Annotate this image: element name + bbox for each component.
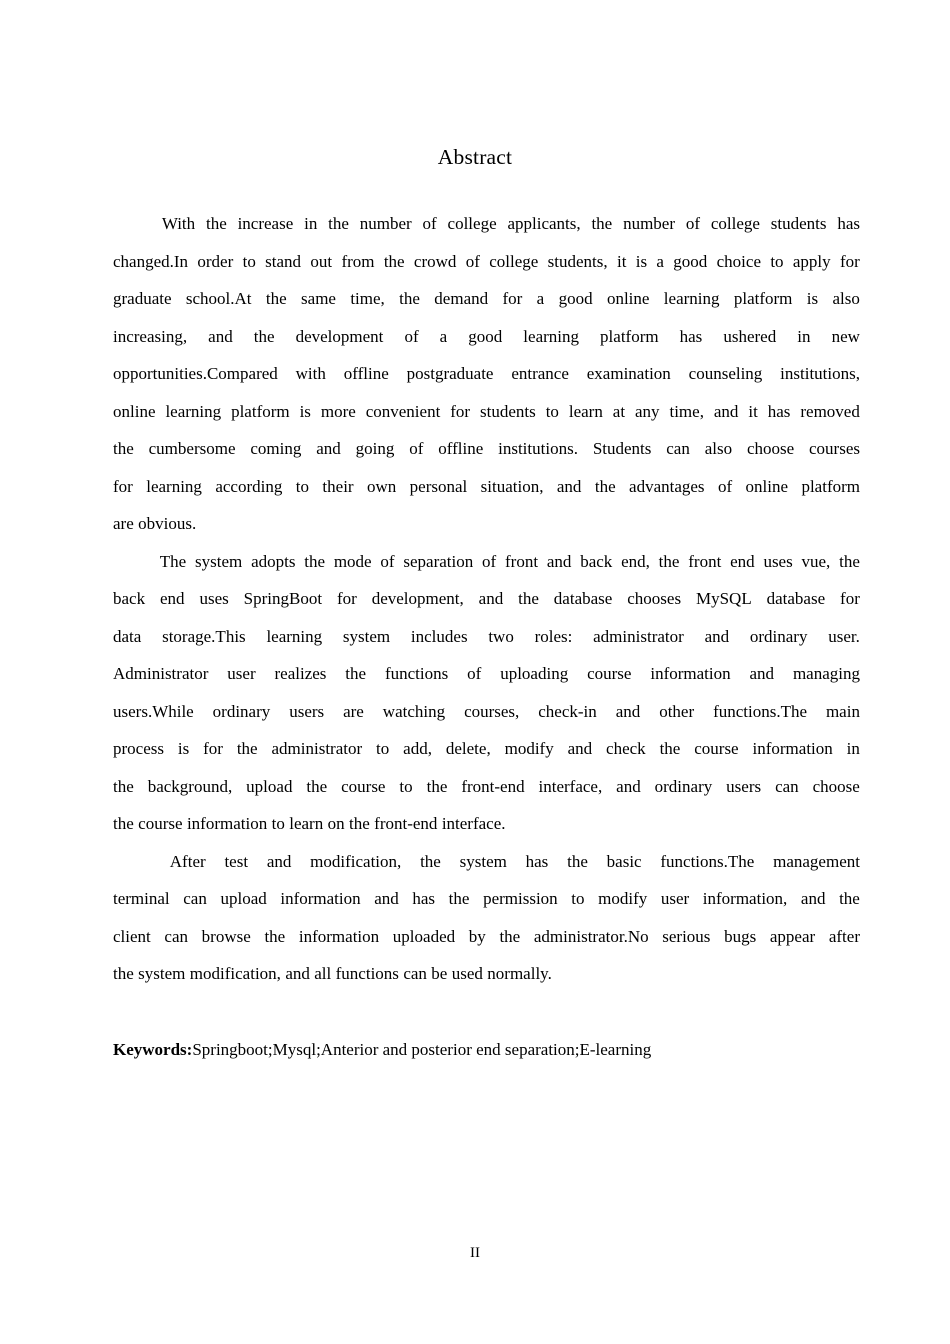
word: has [679, 326, 703, 346]
word: check-in [538, 701, 597, 721]
word: cumbersome [148, 439, 236, 458]
word: realizes [274, 664, 327, 683]
word: any [635, 401, 660, 421]
word: users.While [113, 701, 194, 721]
word: also [832, 289, 860, 308]
word: the [594, 476, 616, 496]
word: chooses [627, 589, 682, 608]
word: the [205, 214, 227, 233]
word: courses [809, 439, 860, 458]
word: and [316, 439, 341, 458]
word: process [113, 739, 164, 758]
word: functions.The [660, 851, 755, 871]
word: demand [434, 289, 489, 308]
word: information [186, 814, 268, 833]
word: offline [438, 439, 484, 458]
word: same [301, 289, 336, 308]
word: roles: [534, 626, 573, 646]
word: platform [231, 401, 290, 421]
text-line [113, 768, 860, 806]
word: functions [335, 964, 399, 983]
word: the [113, 814, 134, 833]
keywords-line [113, 1031, 860, 1069]
word: learning [663, 289, 720, 308]
text-line [113, 505, 860, 543]
text-line [113, 880, 860, 918]
word: background, [147, 776, 233, 796]
word: serious [662, 926, 711, 946]
word: coming [250, 439, 302, 458]
word: used [451, 964, 483, 983]
word: for [450, 401, 471, 421]
word: adopts [251, 551, 296, 571]
word: to [770, 251, 784, 271]
text-line [113, 918, 860, 956]
text-line [113, 355, 860, 393]
word: information, [702, 889, 788, 908]
word: has [837, 214, 860, 233]
word: postgraduate [406, 364, 494, 383]
word: out [310, 251, 333, 271]
word: end, [621, 551, 650, 571]
word: is [635, 251, 648, 271]
word: the [399, 289, 420, 308]
word: changed.In [113, 251, 189, 271]
word: and [556, 476, 582, 496]
word: has [767, 401, 791, 421]
word: online [113, 401, 156, 421]
word: of [482, 551, 497, 571]
word: managing [792, 664, 860, 683]
word: it [748, 401, 758, 421]
word: modification, [310, 851, 402, 871]
word: uploaded [392, 926, 456, 946]
word: courses, [464, 701, 520, 721]
word: the [659, 739, 681, 758]
word: front [505, 551, 539, 571]
word: the [113, 776, 134, 796]
word: user. [828, 626, 860, 646]
word: increase [237, 214, 294, 233]
word: course [587, 664, 632, 683]
word: is [806, 289, 819, 308]
word: also [704, 439, 733, 458]
word: convenient [365, 401, 441, 421]
word: administrator.No [533, 926, 649, 946]
word: going [355, 439, 395, 458]
word: information [650, 664, 731, 683]
word: and [615, 701, 641, 721]
word: information [752, 739, 833, 758]
abstract-body [113, 205, 860, 993]
word: uploading [500, 664, 569, 683]
word: modify [504, 739, 554, 758]
word: of [422, 214, 437, 233]
word: has [525, 851, 549, 871]
word: the [328, 214, 349, 233]
word: own [366, 476, 397, 496]
word: the [306, 776, 328, 796]
keywords-value: Springboot;Mysql;Anterior and posterior end separation;E-learning [192, 1039, 652, 1059]
word: advantages [629, 476, 705, 496]
word: to [295, 476, 310, 496]
word: can [183, 889, 207, 908]
word: and [478, 589, 504, 608]
word: and [713, 401, 739, 421]
word: choose [812, 776, 860, 796]
word: time, [350, 289, 385, 308]
word: and [285, 964, 310, 983]
text-line [113, 280, 860, 318]
word: management [773, 851, 860, 871]
word: users [289, 701, 325, 721]
word: end [730, 551, 755, 571]
word: terminal [113, 889, 170, 908]
word: database [766, 589, 826, 608]
word: be [431, 964, 448, 983]
word: learning [165, 401, 222, 421]
word: and [546, 551, 572, 571]
word: main [825, 701, 860, 721]
word: upload [246, 776, 293, 796]
word: on [327, 814, 345, 833]
word: storage.This [162, 626, 246, 646]
text-line [113, 805, 860, 843]
word: After [169, 851, 206, 871]
word: to [545, 401, 559, 421]
word: information [280, 889, 361, 908]
word: upload [220, 889, 267, 908]
word: and [616, 776, 641, 796]
word: graduate [113, 289, 172, 308]
word: system [459, 851, 507, 871]
word: good [558, 289, 593, 308]
word: client [113, 926, 151, 946]
word: users [726, 776, 762, 796]
word: after [828, 926, 860, 946]
word: permission [483, 889, 558, 908]
word: vue, [801, 551, 831, 571]
word: user [660, 889, 690, 908]
word: opportunities.Compared [113, 364, 278, 383]
page-title: Abstract [437, 145, 513, 170]
text-line [113, 843, 860, 881]
word: back [580, 551, 613, 571]
text-line [113, 655, 860, 693]
word: user [227, 664, 256, 683]
word: data [113, 626, 142, 646]
paragraph-1 [113, 205, 860, 543]
word: to [571, 889, 585, 908]
word: obvious. [138, 514, 197, 533]
word: SpringBoot [243, 589, 323, 608]
text-line [113, 730, 860, 768]
word: of [467, 664, 482, 683]
word: to [242, 251, 256, 271]
word: the [499, 926, 521, 946]
word: administrator [593, 626, 684, 646]
word: to [399, 776, 413, 796]
word: can [403, 964, 427, 983]
word: to [376, 739, 390, 758]
word: and [800, 889, 826, 908]
word: are [113, 514, 134, 533]
word: institutions, [780, 364, 860, 383]
word: applicants, [507, 214, 581, 233]
text-line [113, 693, 860, 731]
word: according [215, 476, 283, 496]
word: to [271, 814, 285, 833]
word: information [298, 926, 380, 946]
word: in [797, 326, 811, 346]
word: modification, [189, 964, 281, 983]
word: browse [201, 926, 251, 946]
word: two [488, 626, 514, 646]
word: situation, [480, 476, 544, 496]
word: for [840, 589, 860, 608]
word: for [203, 739, 223, 758]
word: platform [733, 289, 793, 308]
word: of [717, 476, 733, 496]
word: ordinary [749, 626, 808, 646]
word: delete, [445, 739, 491, 758]
word: students [480, 401, 536, 421]
word: in [304, 214, 318, 233]
word: of [685, 214, 700, 233]
text-line [113, 580, 860, 618]
word: apply [792, 251, 831, 271]
word: choice [716, 251, 761, 271]
word: the [518, 589, 539, 608]
word: course [138, 814, 183, 833]
word: end [160, 589, 185, 608]
word: add, [403, 739, 432, 758]
word: of [404, 326, 419, 346]
paragraph-3 [113, 843, 860, 993]
word: functions [384, 664, 449, 683]
word: mode [333, 551, 372, 571]
word: a [656, 251, 664, 271]
word: back [113, 589, 146, 608]
word: interface, [538, 776, 603, 796]
word: the [348, 814, 370, 833]
word: the [591, 214, 613, 233]
word: at [612, 401, 626, 421]
word: all [314, 964, 332, 983]
word: bugs [724, 926, 757, 946]
word: With [161, 214, 196, 233]
word: system [195, 551, 243, 571]
word: and [704, 626, 730, 646]
word: of [465, 251, 480, 271]
word: of [409, 439, 424, 458]
word: front-end [461, 776, 525, 796]
word: the [265, 289, 287, 308]
text-line [113, 393, 860, 431]
paragraph-2 [113, 543, 860, 843]
word: front-end [374, 814, 438, 833]
word: a [439, 326, 448, 346]
word: ordinary [212, 701, 271, 721]
word: includes [410, 626, 468, 646]
word: platform [600, 326, 659, 346]
word: check [606, 739, 646, 758]
word: the [253, 326, 275, 346]
word: other [659, 701, 695, 721]
word: can [164, 926, 189, 946]
word: and [749, 664, 775, 683]
word: course [694, 739, 739, 758]
word: the [839, 889, 860, 908]
word: more [320, 401, 356, 421]
word: the [113, 439, 134, 458]
word: basic [606, 851, 642, 871]
word: test [224, 851, 249, 871]
word: college [710, 214, 760, 233]
word: separation [403, 551, 474, 571]
word: number [623, 214, 675, 233]
word: offline [343, 364, 389, 383]
word: the [304, 551, 326, 571]
text-line [113, 618, 860, 656]
word: of [380, 551, 395, 571]
word: personal [409, 476, 468, 496]
word: database [553, 589, 613, 608]
word: development [295, 326, 384, 346]
word: is [177, 739, 190, 758]
word: the [420, 851, 441, 871]
word: the [345, 664, 367, 683]
word: new [831, 326, 860, 346]
word: institutions. [498, 439, 578, 458]
word: can [775, 776, 799, 796]
word: platform [801, 476, 860, 496]
word: and [374, 889, 399, 908]
word: for [113, 476, 133, 496]
word: and [208, 326, 233, 346]
text-line [113, 430, 860, 468]
word: online [745, 476, 789, 496]
word: counseling [688, 364, 763, 383]
word: the [383, 251, 405, 271]
word: learning [523, 326, 579, 346]
word: course [341, 776, 386, 796]
word: functions.The [713, 701, 808, 721]
word: crowd [413, 251, 457, 271]
text-line [113, 243, 860, 281]
word: the [448, 889, 470, 908]
word: front [688, 551, 722, 571]
word: system [342, 626, 391, 646]
word: for [839, 251, 860, 271]
word: can [666, 439, 690, 458]
word: and [567, 739, 593, 758]
word: it [616, 251, 627, 271]
word: students [770, 214, 827, 233]
word: ordinary [654, 776, 713, 796]
word: school.At [185, 289, 252, 308]
word: uses [763, 551, 793, 571]
word: good [673, 251, 708, 271]
word: Students [592, 439, 652, 458]
word: watching [382, 701, 446, 721]
word: order [197, 251, 234, 271]
text-line [113, 543, 860, 581]
text-line [113, 955, 860, 993]
word: learn [289, 814, 324, 833]
word: the [658, 551, 680, 571]
word: entrance [511, 364, 569, 383]
word: learning [266, 626, 323, 646]
word: online [606, 289, 650, 308]
word: learn [568, 401, 603, 421]
word: the [236, 739, 258, 758]
word: good [468, 326, 503, 346]
word: time, [669, 401, 704, 421]
word: ushered [723, 326, 777, 346]
word: college [489, 251, 539, 271]
word: from [341, 251, 375, 271]
word: normally. [487, 964, 552, 983]
word: has [412, 889, 436, 908]
word: for [336, 589, 357, 608]
word: increasing, [113, 326, 188, 346]
word: choose [746, 439, 795, 458]
word: for [502, 289, 523, 308]
text-line [113, 468, 860, 506]
word: with [295, 364, 326, 383]
word: modify [598, 889, 648, 908]
word: is [299, 401, 311, 421]
text-line [113, 318, 860, 356]
word: the [567, 851, 588, 871]
word: stand [265, 251, 302, 271]
word: by [468, 926, 486, 946]
word: examination [586, 364, 671, 383]
word: the [426, 776, 448, 796]
keywords-label: Keywords: [113, 1039, 193, 1059]
word: a [536, 289, 545, 308]
word: the [264, 926, 286, 946]
word: learning [146, 476, 202, 496]
word: interface. [441, 814, 506, 833]
word: removed [800, 401, 860, 421]
page-number: II [470, 1245, 480, 1261]
word: students, [547, 251, 608, 271]
word: college [447, 214, 497, 233]
word: the [113, 964, 134, 983]
word: appear [769, 926, 816, 946]
word: in [846, 739, 860, 758]
word: MySQL [695, 589, 752, 608]
word: their [322, 476, 354, 496]
word: and [266, 851, 292, 871]
text-line [113, 205, 860, 243]
word: are [343, 701, 364, 721]
word: uses [199, 589, 229, 608]
word: The [159, 551, 187, 571]
word: number [359, 214, 412, 233]
word: system [138, 964, 186, 983]
word: Administrator [113, 664, 209, 683]
word: the [839, 551, 860, 571]
word: administrator [271, 739, 363, 758]
word: development, [371, 589, 464, 608]
